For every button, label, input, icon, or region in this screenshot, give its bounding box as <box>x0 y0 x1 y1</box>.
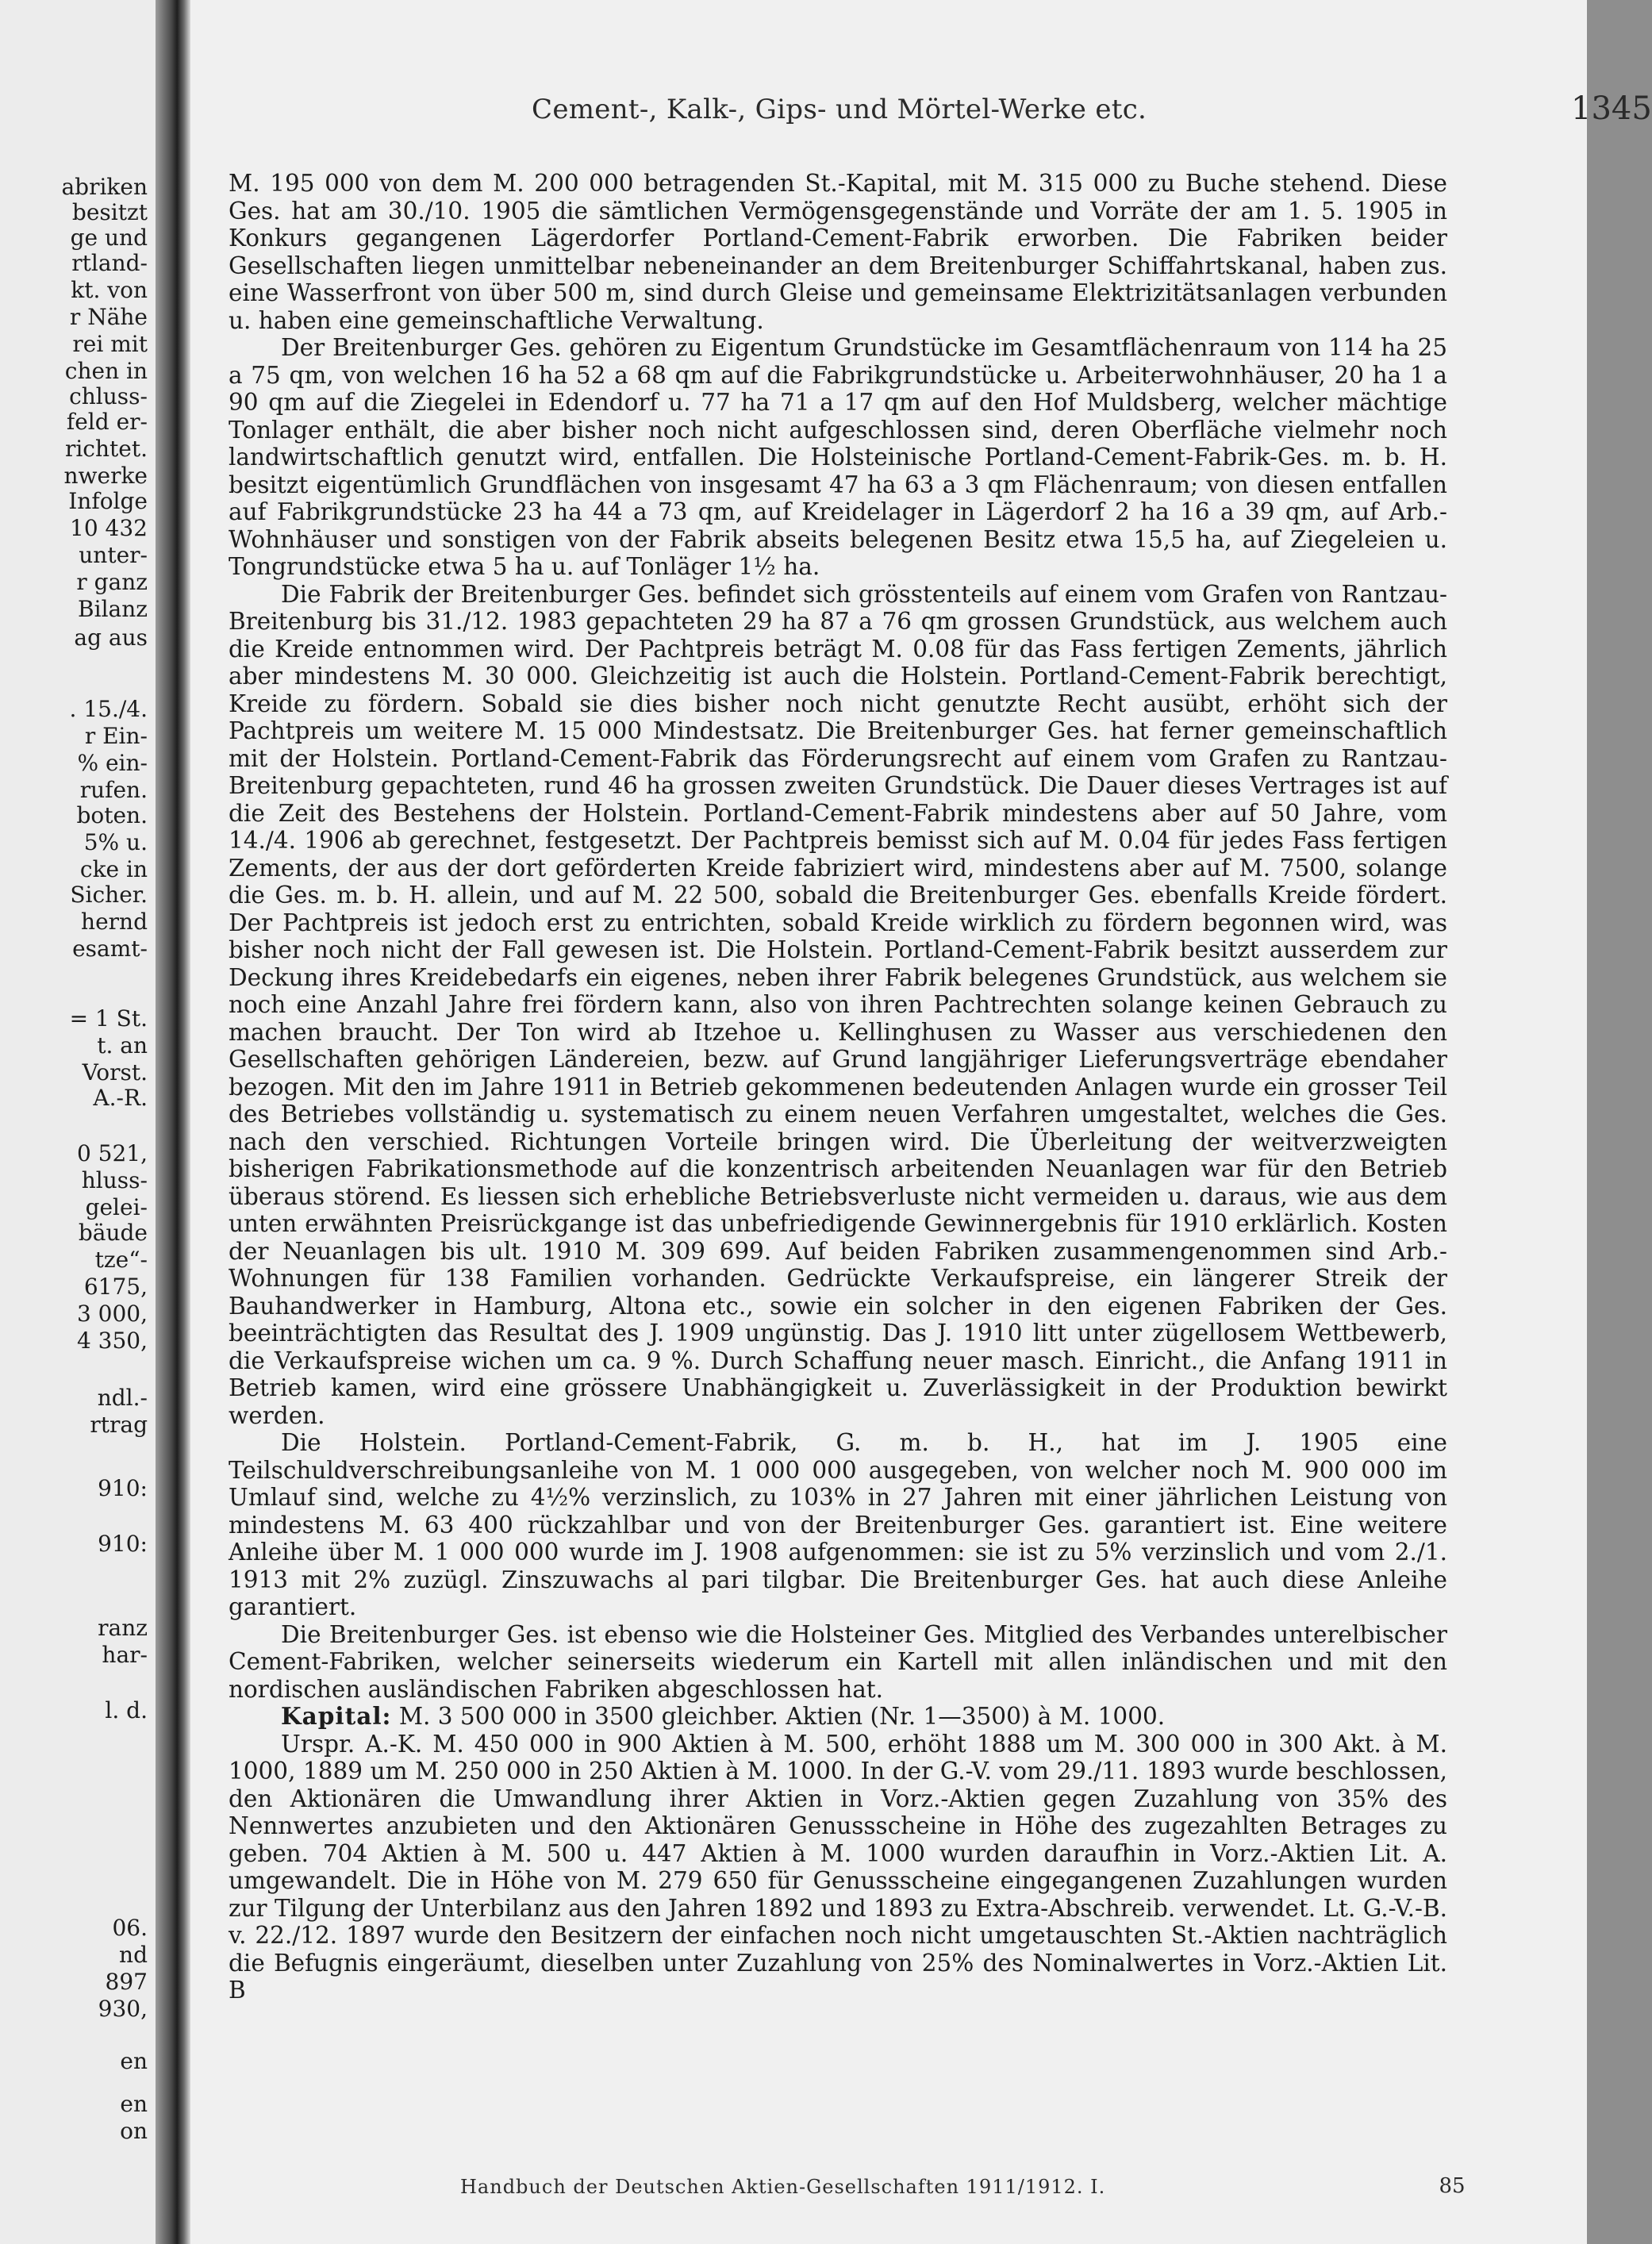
left-page-fragment: = 1 St. <box>69 1005 148 1032</box>
left-page-fragment: A.-R. <box>93 1085 148 1111</box>
left-page-fragment: rtland- <box>71 250 148 276</box>
left-page-fragment: en <box>120 2048 148 2074</box>
left-page-fragment: har- <box>102 1642 148 1668</box>
paragraph-text: Die Holstein. Portland-Cement-Fabrik, G. m. b. H., hat im J. 1905 eine Teilschuldverschreibungsanleihe von M. 1 000 000 ausgegeben, von welcher noch M. 900 000 im Umlauf sind, welche zu 4½% verzinslich, zu 103% in 27 Jahren mit einer jährlichen Leistung von mindestens M. 63 400 rückzahlbar und von der Breitenburger Ges. garantiert ist. Eine weitere Anleihe über M. 1 000 000 wurde im J. 1908 aufgenommen: sie ist zu 5% verzinslich und vom 2./1. 1913 mit 2% zuzügl. Zinszuwachs al pari tilgbar. Die Breitenburger Ges. hat auch diese Anleihe garantiert. <box>229 1429 1447 1620</box>
left-page-fragment: richtet. <box>64 436 148 462</box>
left-page-fragment: chen in <box>64 358 148 384</box>
paragraph-2 <box>229 334 1447 581</box>
left-page-fragment: 910: <box>98 1475 148 1501</box>
left-page-fragment: nwerke <box>63 463 148 489</box>
left-page-fragment: ndl.- <box>97 1385 148 1411</box>
left-page-fragment: Bilanz <box>78 596 148 622</box>
paragraph-text: Die Breitenburger Ges. ist ebenso wie die Holsteiner Ges. Mitglied des Verbandes unterelbischer Cement-Fabriken, welcher seinerseits wiederum ein Kartell mit allen inländischen und mit den nordischen ausländischen Fabriken abgeschlossen hat. <box>229 1620 1447 1703</box>
left-page-fragment: Sicher. <box>70 882 148 908</box>
left-page-fragment: feld er- <box>66 409 148 435</box>
left-page-fragment: esamt- <box>72 936 148 962</box>
left-page-fragment: 910: <box>98 1531 148 1557</box>
left-page-fragment: rei mit <box>72 331 148 357</box>
left-page-fragment: rtrag <box>90 1412 148 1438</box>
paragraph-text: Urspr. A.-K. M. 450 000 in 900 Aktien à M. 500, erhöht 1888 um M. 300 000 in 300 Akt. à M. 1000, 1889 um M. 250 000 in 250 Aktien à M. 1000. In der G.-V. vom 29./11. 1893 wurde beschlossen, den Aktionären die Umwandlung ihrer Aktien in Vorz.-Aktien gegen Zuzahlung von 35% des Nennwertes anzubieten und den Aktionären Genussscheine in Höhe des zugezahlten Betrages zu geben. 704 Aktien à M. 500 u. 447 Aktien à M. 1000 wurden daraufhin in Vorz.-Aktien Lit. A. umgewandelt. Die in Höhe von M. 279 650 für Genussscheine eingegangenen Zuzahlungen wurden zur Tilgung der Unterbilanz aus den Jahren 1892 und 1893 zu Extra-Abschreib. verwendet. Lt. G.-V.-B. v. 22./12. 1897 wurde den Besitzern der einfachen noch nicht umgetauschten St.-Aktien nachträglich die Befugnis eingeräumt, dieselben unter Zuzahlung von 25% des Nominalwertes in Vorz.-Aktien Lit. B <box>229 1730 1447 2004</box>
left-page-fragment: ranz <box>98 1615 148 1641</box>
left-page-fragment: besitzt <box>71 199 148 225</box>
left-page-fragment: tze“- <box>94 1247 148 1273</box>
paragraph-text: Die Fabrik der Breitenburger Ges. befindet sich grösstenteils auf einem vom Grafen von Rantzau-Breitenburg bis 31./12. 1983 gepachteten 29 ha 87 a 76 qm grossen Grundstück, aus welchem auch die Kreide entnommen wird. Der Pachtpreis beträgt M. 0.08 für das Fass fertigen Zements, jährlich aber mindestens M. 30 000. Gleichzeitig ist auch die Holstein. Portland-Cement-Fabrik berechtigt, Kreide zu fördern. Sobald sie dies bisher noch nicht genutzte Recht ausübt, erhöht sich der Pachtpreis um weitere M. 15 000 Mindestsatz. Die Breitenburger Ges. hat ferner gemeinschaftlich mit der Holstein. Portland-Cement-Fabrik das Förderungsrecht auf einem vom Grafen zu Rantzau-Breitenburg gepachteten, rund 46 ha grossen zweiten Grundstück. Die Dauer dieses Vertrages ist auf die Zeit des Bestehens der Holstein. Portland-Cement-Fabrik mindestens aber auf 50 Jahre, vom 14./4. 1906 ab gerechnet, festgesetzt. Der Pachtpreis bemisst sich auf M. 0.04 für jedes Fass fertigen Zements, der aus der dort geförderten Kreide fabriziert wird, mindestens aber auf M. 7500, solange die Ges. m. b. H. allein, und auf M. 22 500, sobald die Breitenburger Ges. ebenfalls Kreide fördert. Der Pachtpreis ist jedoch erst zu entrichten, sobald Kreide wirklich zu fördern begonnen wird, was bisher noch nicht der Fall gewesen ist. Die Holstein. Portland-Cement-Fabrik besitzt ausserdem zur Deckung ihres Kreidebedarfs ein eigenes, neben ihrer Fabrik belegenes Grundstück, aus welchem sie noch eine Anzahl Jahre frei fördern kann, also von ihren Pachtrechten solange keinen Gebrauch zu machen braucht. Der Ton wird ab Itzehoe u. Kellinghusen zu Wasser aus verschiedenen den Gesellschaften gehörigen Ländereien, bezw. auf Grund langjähriger Lieferungsverträge ebendaher bezogen. Mit den im Jahre 1911 in Betrieb gekommenen bedeutenden Anlagen wurde ein grosser Teil des Betriebes vollständig u. systematisch zu einem neuen Verfahren umgestaltet, welches die Ges. nach den verschied. Richtungen Vorteile bringen wird. Die Überleitung der weitverzweigten bisherigen Fabrikationsmethode auf die konzentrisch arbeitenden Neuanlagen war für den Betrieb überaus störend. Es liessen sich erhebliche Betriebsverluste nicht vermeiden u. daraus, wie aus dem unten erwähnten Preisrückgange ist das unbefriedigende Gewinnergebnis für 1910 erklärlich. Kosten der Neuanlagen bis ult. 1910 M. 309 699. Auf beiden Fabriken zusammengenommen sind Arb.-Wohnungen für 138 Familien vorhanden. Gedrückte Verkaufspreise, ein längerer Streik der Bauhandwerker in Hamburg, Altona etc., sowie ein solcher in den eigenen Fabriken der Ges. beeinträchtigten das Resultat des J. 1909 ungünstig. Das J. 1910 litt unter zügellosem Wettbewerb, die Verkaufspreise wichen um ca. 9 %. Durch Schaffung neuer masch. Einricht., die Anfang 1911 in Betrieb kamen, wird eine grössere Unabhängigkeit u. Zuverlässigkeit in der Produktion bewirkt werden. <box>229 580 1447 1429</box>
left-page-fragment: ag aus <box>74 624 148 651</box>
left-page-fragment: Vorst. <box>82 1059 148 1085</box>
paragraph-5 <box>229 1621 1447 1704</box>
paragraph-4 <box>229 1429 1447 1621</box>
left-page-fragment: hernd <box>81 909 148 935</box>
footer-title: Handbuch der Deutschen Aktien-Gesellschaften 1911/1912. I. <box>460 2176 1106 2198</box>
paragraph-1 <box>229 170 1447 334</box>
left-page-fragment: r Ein- <box>84 723 148 749</box>
paragraph-3 <box>229 581 1447 1430</box>
left-page-fragment: r Nähe <box>69 304 148 330</box>
running-head: Cement-, Kalk-, Gips- und Mörtel-Werke etc. <box>532 94 1147 125</box>
left-page-fragment: on <box>120 2118 148 2144</box>
left-page-fragment: 0 521, <box>76 1140 148 1166</box>
left-page-fragment: t. an <box>97 1032 148 1059</box>
paragraph-7 <box>229 1731 1447 2004</box>
left-page-fragment: 6175, <box>83 1274 148 1300</box>
paragraph-6 <box>229 1703 1447 1731</box>
book-gutter <box>156 0 190 2244</box>
page-number: 1345 <box>1571 90 1652 127</box>
left-page-fragment: hluss- <box>81 1167 148 1193</box>
left-page-fragment: cke in <box>79 856 148 882</box>
left-page-fragment: gelei- <box>85 1194 148 1220</box>
left-page-fragment: ge und <box>70 225 148 251</box>
left-page-fragment: bäude <box>78 1220 148 1246</box>
left-page-fragment: . 15./4. <box>69 696 148 722</box>
left-page-fragment: r ganz <box>76 569 148 595</box>
section-label: Kapital: <box>281 1702 392 1730</box>
left-page-fragment: % ein- <box>77 750 148 776</box>
left-page-fragment: Infolge <box>68 488 148 514</box>
left-page-fragment: 10 432 <box>70 515 148 541</box>
left-page-fragment: rufen. <box>79 777 148 803</box>
left-page-fragment: nd <box>119 1942 148 1968</box>
paragraph-text: Der Breitenburger Ges. gehören zu Eigentum Grundstücke im Gesamtflächenraum von 114 ha 25 a 75 qm, von welchen 16 ha 52 a 68 qm auf die Fabrikgrundstücke u. Arbeiterwohnhäuser, 20 ha 1 a 90 qm auf die Ziegelei in Edendorf u. 77 ha 71 a 17 qm auf den Hof Muldsberg, welcher mächtige Tonlager enthält, die aber bisher noch nicht aufgeschlossen sind, deren Oberfläche vielmehr noch landwirtschaftlich genutzt wird, entfallen. Die Holsteinische Portland-Cement-Fabrik-Ges. m. b. H. besitzt eigentümlich Grundflächen von insgesamt 47 ha 63 a 3 qm Flächenraum; von diesen entfallen auf Fabrikgrundstücke 23 ha 44 a 73 qm, auf Kreidelager in Lägerdorf 2 ha 16 a 39 qm, auf Arb.-Wohnhäuser und sonstigen von der Fabrik abseits belegenen Besitz etwa 15,5 ha, auf Ziegeleien u. Tongrundstücke etwa 5 ha u. auf Tonläger 1½ ha. <box>229 334 1447 580</box>
left-page-fragment: l. d. <box>105 1697 148 1723</box>
left-page-fragment: chluss- <box>69 383 148 409</box>
left-page-fragment: boten. <box>76 802 148 828</box>
left-page-fragment: 3 000, <box>76 1301 148 1327</box>
body-text <box>229 170 1447 2004</box>
left-page-fragment: unter- <box>79 542 148 568</box>
left-page-fragment: 930, <box>98 1996 148 2022</box>
left-page-fragment: abriken <box>61 174 148 200</box>
paragraph-text: M. 195 000 von dem M. 200 000 betragenden St.-Kapital, mit M. 315 000 zu Buche stehend. Diese Ges. hat am 30./10. 1905 die sämtlichen Vermögensgegenstände und Vorräte der am 1. 5. 1905 in Konkurs gegangenen Lägerdorfer Portland-Cement-Fabrik erworben. Die Fabriken beider Gesellschaften liegen unmittelbar nebeneinander an dem Breitenburger Schiffahrtskanal, haben zus. eine Wasserfront von über 500 m, sind durch Gleise und gemeinsame Elektrizitätsanlagen verbunden u. haben eine gemeinschaftliche Verwaltung. <box>229 170 1447 334</box>
left-page-margin <box>0 0 156 2244</box>
left-page-fragment: 4 350, <box>76 1328 148 1354</box>
left-page-fragment: 06. <box>112 1915 148 1941</box>
left-page-fragment: 5% u. <box>83 829 148 855</box>
footer-signature-number: 85 <box>1439 2174 1466 2198</box>
left-page-fragment: kt. von <box>71 277 148 303</box>
paragraph-text: M. 3 500 000 in 3500 gleichber. Aktien (Nr. 1—3500) à M. 1000. <box>398 1703 1166 1730</box>
left-page-fragment: en <box>120 2091 148 2117</box>
left-page-fragment: 897 <box>105 1969 148 1995</box>
